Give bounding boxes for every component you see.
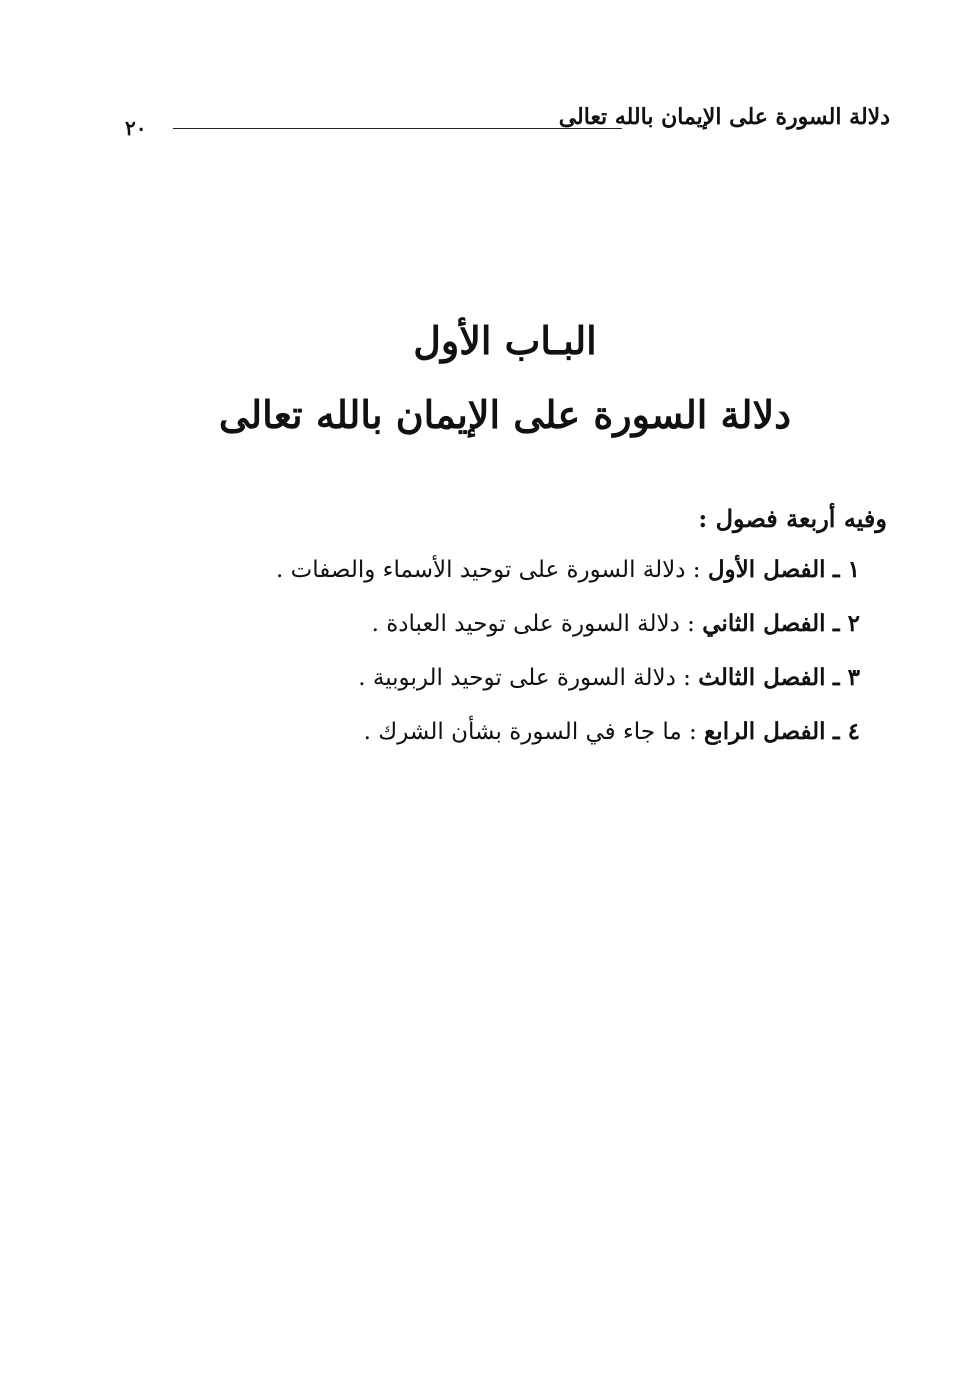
- header-rule: [173, 128, 622, 129]
- section-name: الفصل الثالث: [698, 664, 826, 691]
- section-name: الفصل الأول: [707, 556, 826, 583]
- section-separator: :: [675, 665, 699, 691]
- section-item: [276, 556, 860, 610]
- chapter-title: دلالة السورة على الإيمان بالله تعالى: [218, 392, 792, 437]
- section-description: ما جاء في السورة بشأن الشرك .: [363, 719, 682, 745]
- section-number: ١ ـ: [832, 556, 860, 583]
- running-title: دلالة السورة على الإيمان بالله تعالى: [558, 104, 890, 130]
- section-item: [276, 718, 860, 772]
- section-number: ٢ ـ: [832, 610, 860, 637]
- section-item: [276, 664, 860, 718]
- section-separator: :: [685, 557, 708, 583]
- section-description: دلالة السورة على توحيد العبادة .: [371, 611, 680, 637]
- section-separator: :: [679, 611, 703, 637]
- section-name: الفصل الرابع: [704, 718, 826, 745]
- section-description: دلالة السورة على توحيد الربوبية .: [358, 665, 676, 691]
- section-number: ٣ ـ: [832, 664, 860, 691]
- section-name: الفصل الثاني: [702, 610, 826, 637]
- section-item: [276, 610, 860, 664]
- page-number: ٢٠: [125, 116, 147, 140]
- section-number: ٤ ـ: [832, 718, 860, 745]
- section-description: دلالة السورة على توحيد الأسماء والصفات .: [275, 557, 686, 583]
- chapter-label: البـاب الأول: [413, 318, 597, 363]
- running-header: [125, 104, 890, 144]
- intro-text: وفيه أربعة فصول :: [698, 504, 887, 533]
- sections-list: [276, 556, 860, 772]
- section-separator: :: [681, 719, 705, 745]
